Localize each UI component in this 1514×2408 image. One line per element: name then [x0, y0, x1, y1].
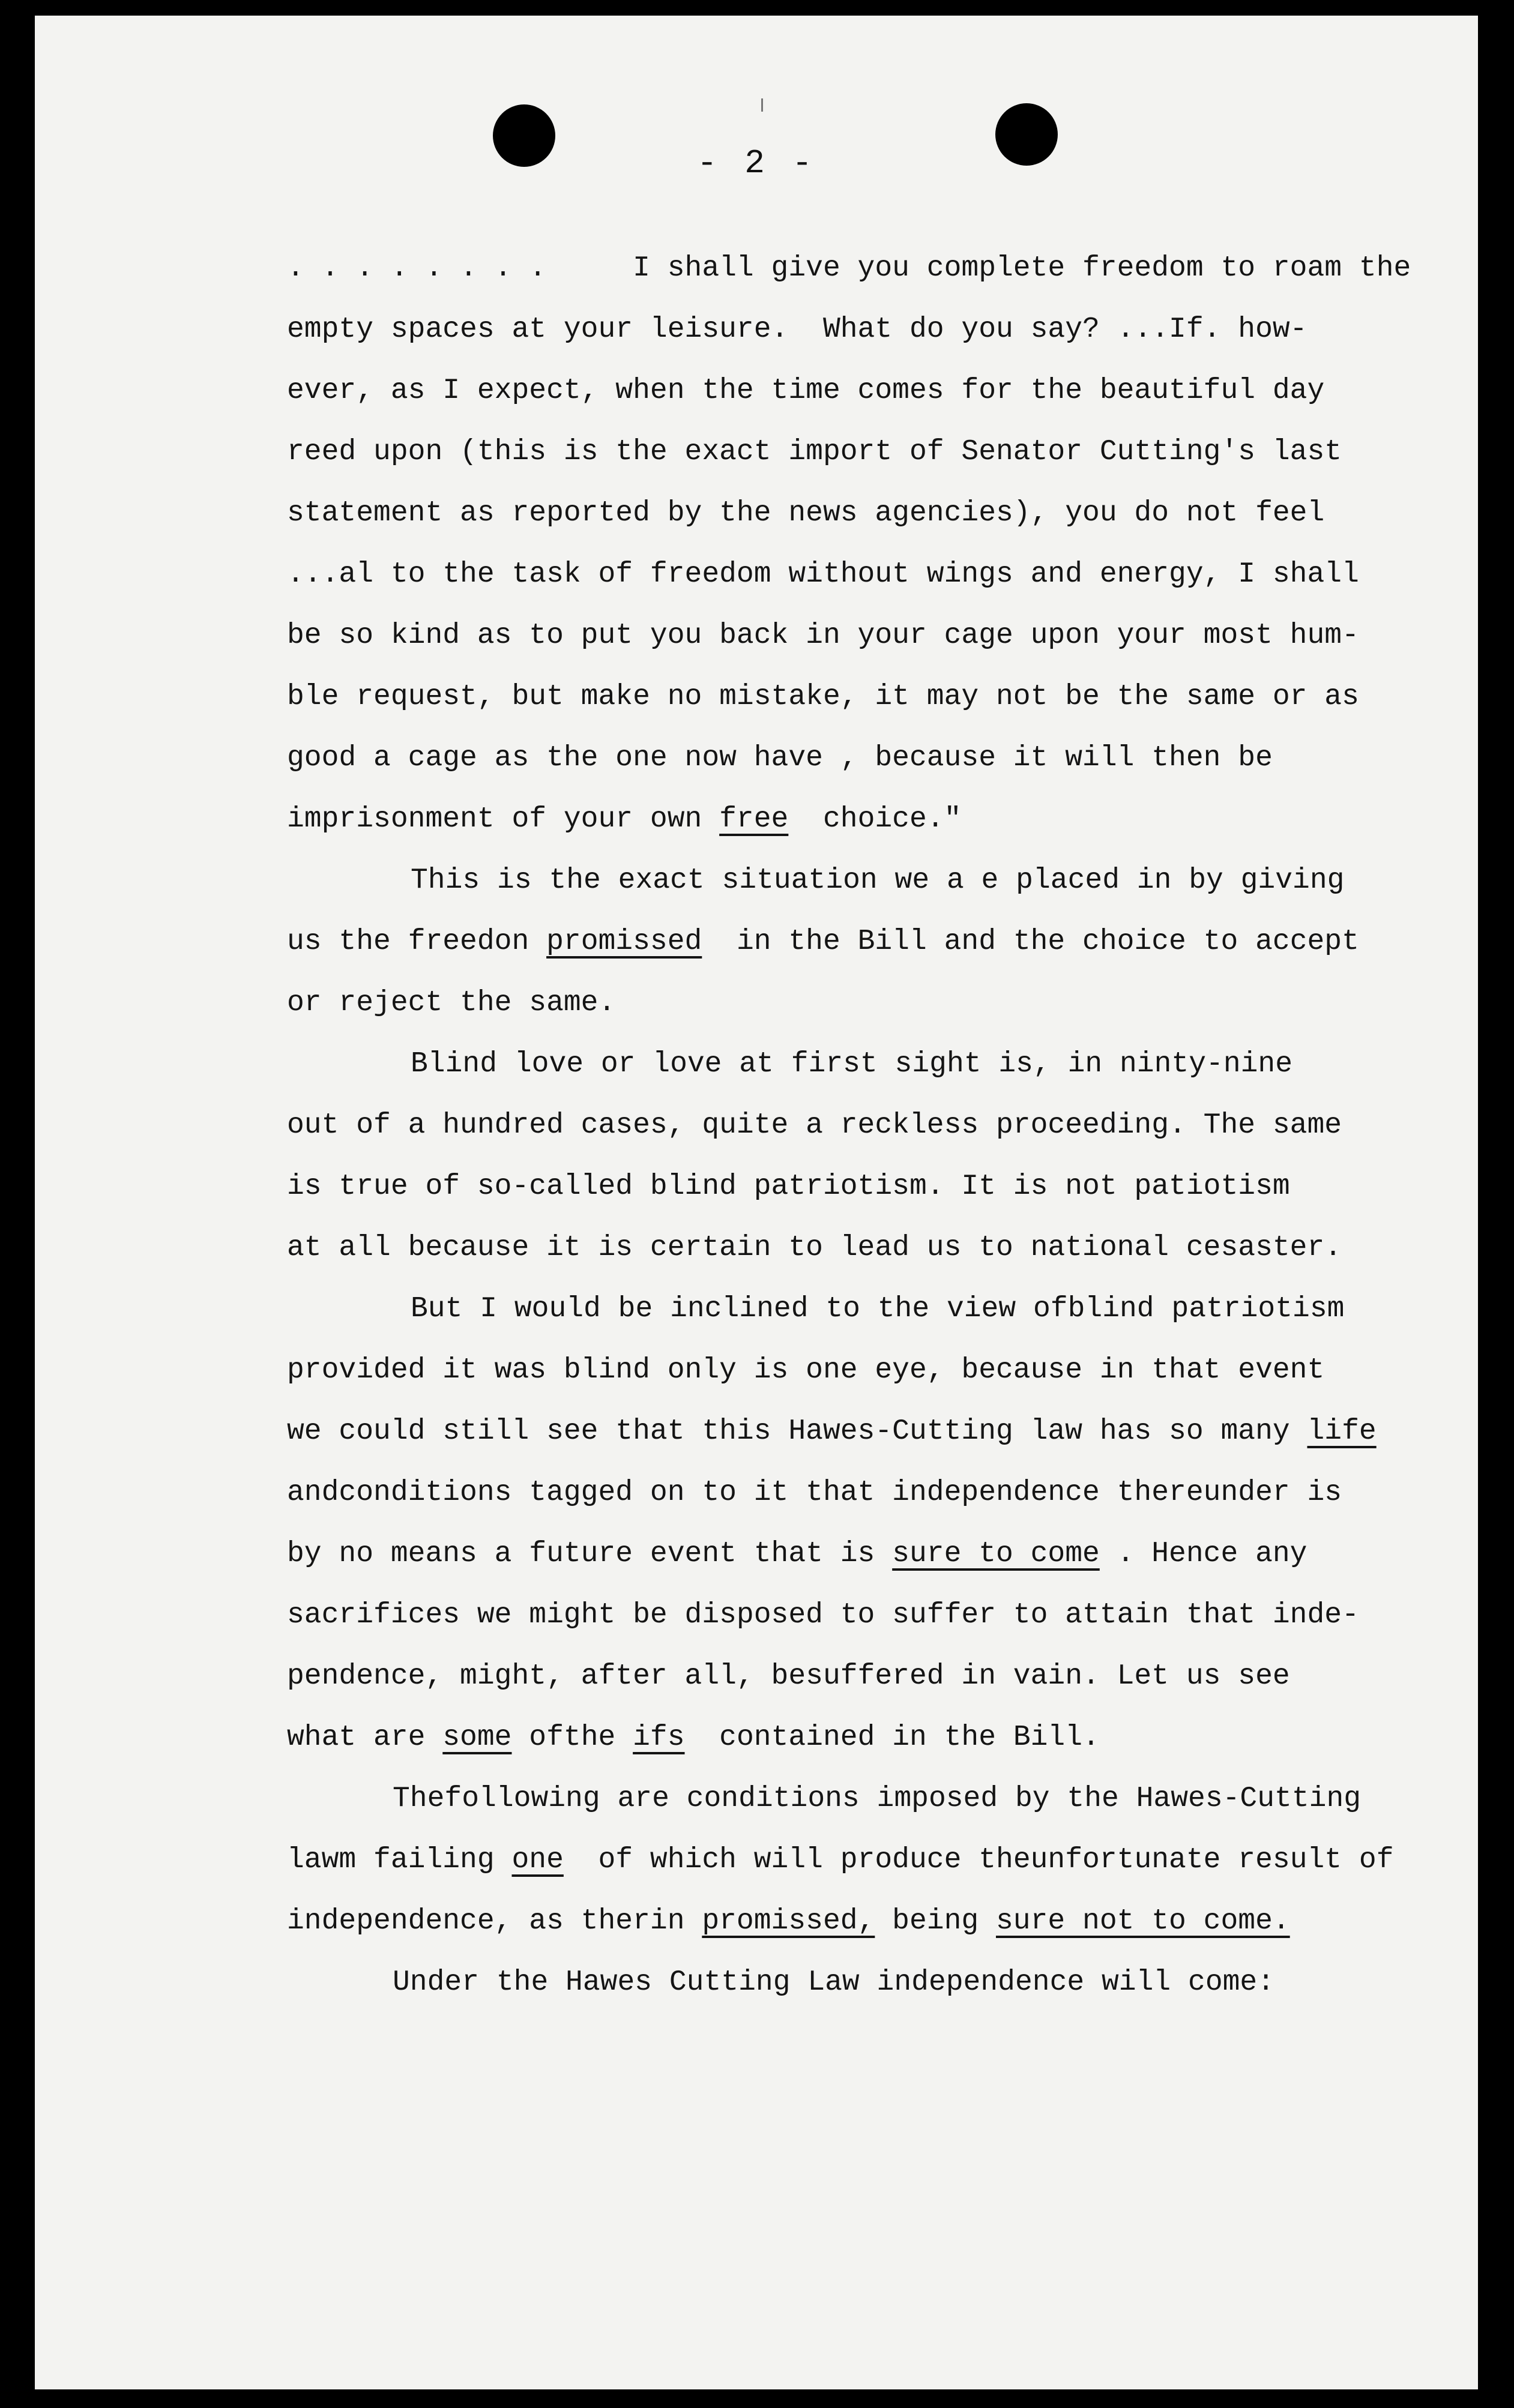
- text-segment: statement as reported by the news agencies), you do not feel: [287, 497, 1325, 529]
- underlined-text: sure not to come.: [996, 1905, 1290, 1937]
- text-segment: choice.": [788, 803, 962, 835]
- text-segment: or reject the same.: [287, 987, 616, 1019]
- page-number: - 2 -: [696, 144, 816, 182]
- text-segment: being: [875, 1905, 996, 1937]
- text-segment: Under the Hawes Cutting Law independence will come:: [393, 1966, 1275, 1999]
- text-segment: ...al to the task of freedom without wings and energy, I shall: [287, 558, 1359, 591]
- underlined-text: one: [511, 1844, 564, 1876]
- text-segment: in the Bill and the choice to accept: [702, 926, 1359, 958]
- text-line: [287, 666, 1476, 727]
- text-segment: we could still see that this Hawes-Cutting law has so many: [287, 1415, 1307, 1448]
- text-line: [287, 1462, 1476, 1523]
- text-line: [287, 1768, 1476, 1829]
- underlined-text: promissed: [546, 926, 702, 958]
- text-line: [287, 1034, 1476, 1095]
- text-line: [287, 1278, 1476, 1340]
- text-segment: of which will produce theunfortunate result of: [563, 1844, 1394, 1876]
- text-line: [287, 972, 1476, 1034]
- underlined-text: some: [442, 1721, 512, 1754]
- text-line: [287, 1829, 1476, 1891]
- text-line: [287, 1707, 1476, 1768]
- text-segment: Thefollowing are conditions imposed by the Hawes-Cutting: [393, 1783, 1362, 1815]
- text-segment: sacrifices we might be disposed to suffer to attain that inde-: [287, 1599, 1359, 1631]
- text-segment: ever, as I expect, when the time comes for the beautiful day: [287, 375, 1325, 407]
- text-segment: imprisonment of your own: [287, 803, 720, 835]
- text-segment: Blind love or love at first sight is, in ninty-nine: [411, 1048, 1293, 1080]
- text-line: [287, 1217, 1476, 1278]
- text-segment: . . . . . . . . I shall give you complete freedom to roam the: [287, 252, 1411, 284]
- text-segment: empty spaces at your leisure. What do you say? ...If. how-: [287, 313, 1307, 346]
- text-line: [287, 1401, 1476, 1462]
- underlined-text: ifs: [633, 1721, 685, 1754]
- text-segment: This is the exact situation we a e placed in by giving: [411, 864, 1345, 897]
- text-segment: provided it was blind only is one eye, because in that event: [287, 1354, 1325, 1386]
- text-segment: out of a hundred cases, quite a reckless proceeding. The same: [287, 1109, 1342, 1142]
- text-segment: what are: [287, 1721, 443, 1754]
- underlined-text: life: [1307, 1415, 1377, 1448]
- text-line: [287, 1646, 1476, 1707]
- text-segment: reed upon (this is the exact import of Senator Cutting's last: [287, 436, 1342, 468]
- page-mark: [761, 98, 763, 112]
- underlined-text: promissed,: [702, 1905, 875, 1937]
- text-segment: good a cage as the one now have , because it will then be: [287, 742, 1273, 774]
- text-line: [287, 544, 1476, 605]
- text-line: [287, 1585, 1476, 1646]
- text-segment: us the freedon: [287, 926, 547, 958]
- text-line: [287, 789, 1476, 850]
- document-page: [35, 16, 1478, 2389]
- document-body: [287, 238, 1476, 2013]
- text-segment: by no means a future event that is: [287, 1538, 893, 1570]
- text-line: [287, 1340, 1476, 1401]
- text-line: [287, 1891, 1476, 1952]
- underlined-text: sure to come: [892, 1538, 1100, 1570]
- text-line: [287, 1952, 1476, 2013]
- text-line: [287, 299, 1476, 360]
- text-line: [287, 421, 1476, 483]
- text-segment: lawm failing: [287, 1844, 512, 1876]
- text-segment: at all because it is certain to lead us to national cesaster.: [287, 1232, 1342, 1264]
- text-segment: pendence, might, after all, besuffered in vain. Let us see: [287, 1660, 1290, 1693]
- text-line: [287, 483, 1476, 544]
- text-line: [287, 238, 1476, 299]
- text-line: [287, 605, 1476, 666]
- text-line: [287, 1156, 1476, 1217]
- text-line: [287, 1095, 1476, 1156]
- text-segment: But I would be inclined to the view ofblind patriotism: [411, 1293, 1345, 1325]
- text-segment: andconditions tagged on to it that independence thereunder is: [287, 1476, 1342, 1509]
- text-segment: is true of so-called blind patriotism. It is not patiotism: [287, 1170, 1290, 1203]
- text-segment: independence, as therin: [287, 1905, 702, 1937]
- text-line: [287, 360, 1476, 421]
- text-line: [287, 850, 1476, 911]
- text-line: [287, 727, 1476, 789]
- text-segment: . Hence any: [1099, 1538, 1307, 1570]
- text-line: [287, 911, 1476, 972]
- text-line: [287, 1523, 1476, 1585]
- text-segment: be so kind as to put you back in your cage upon your most hum-: [287, 619, 1359, 652]
- text-segment: contained in the Bill.: [684, 1721, 1100, 1754]
- underlined-text: free: [719, 803, 789, 835]
- text-segment: ble request, but make no mistake, it may not be the same or as: [287, 681, 1359, 713]
- text-segment: ofthe: [511, 1721, 633, 1754]
